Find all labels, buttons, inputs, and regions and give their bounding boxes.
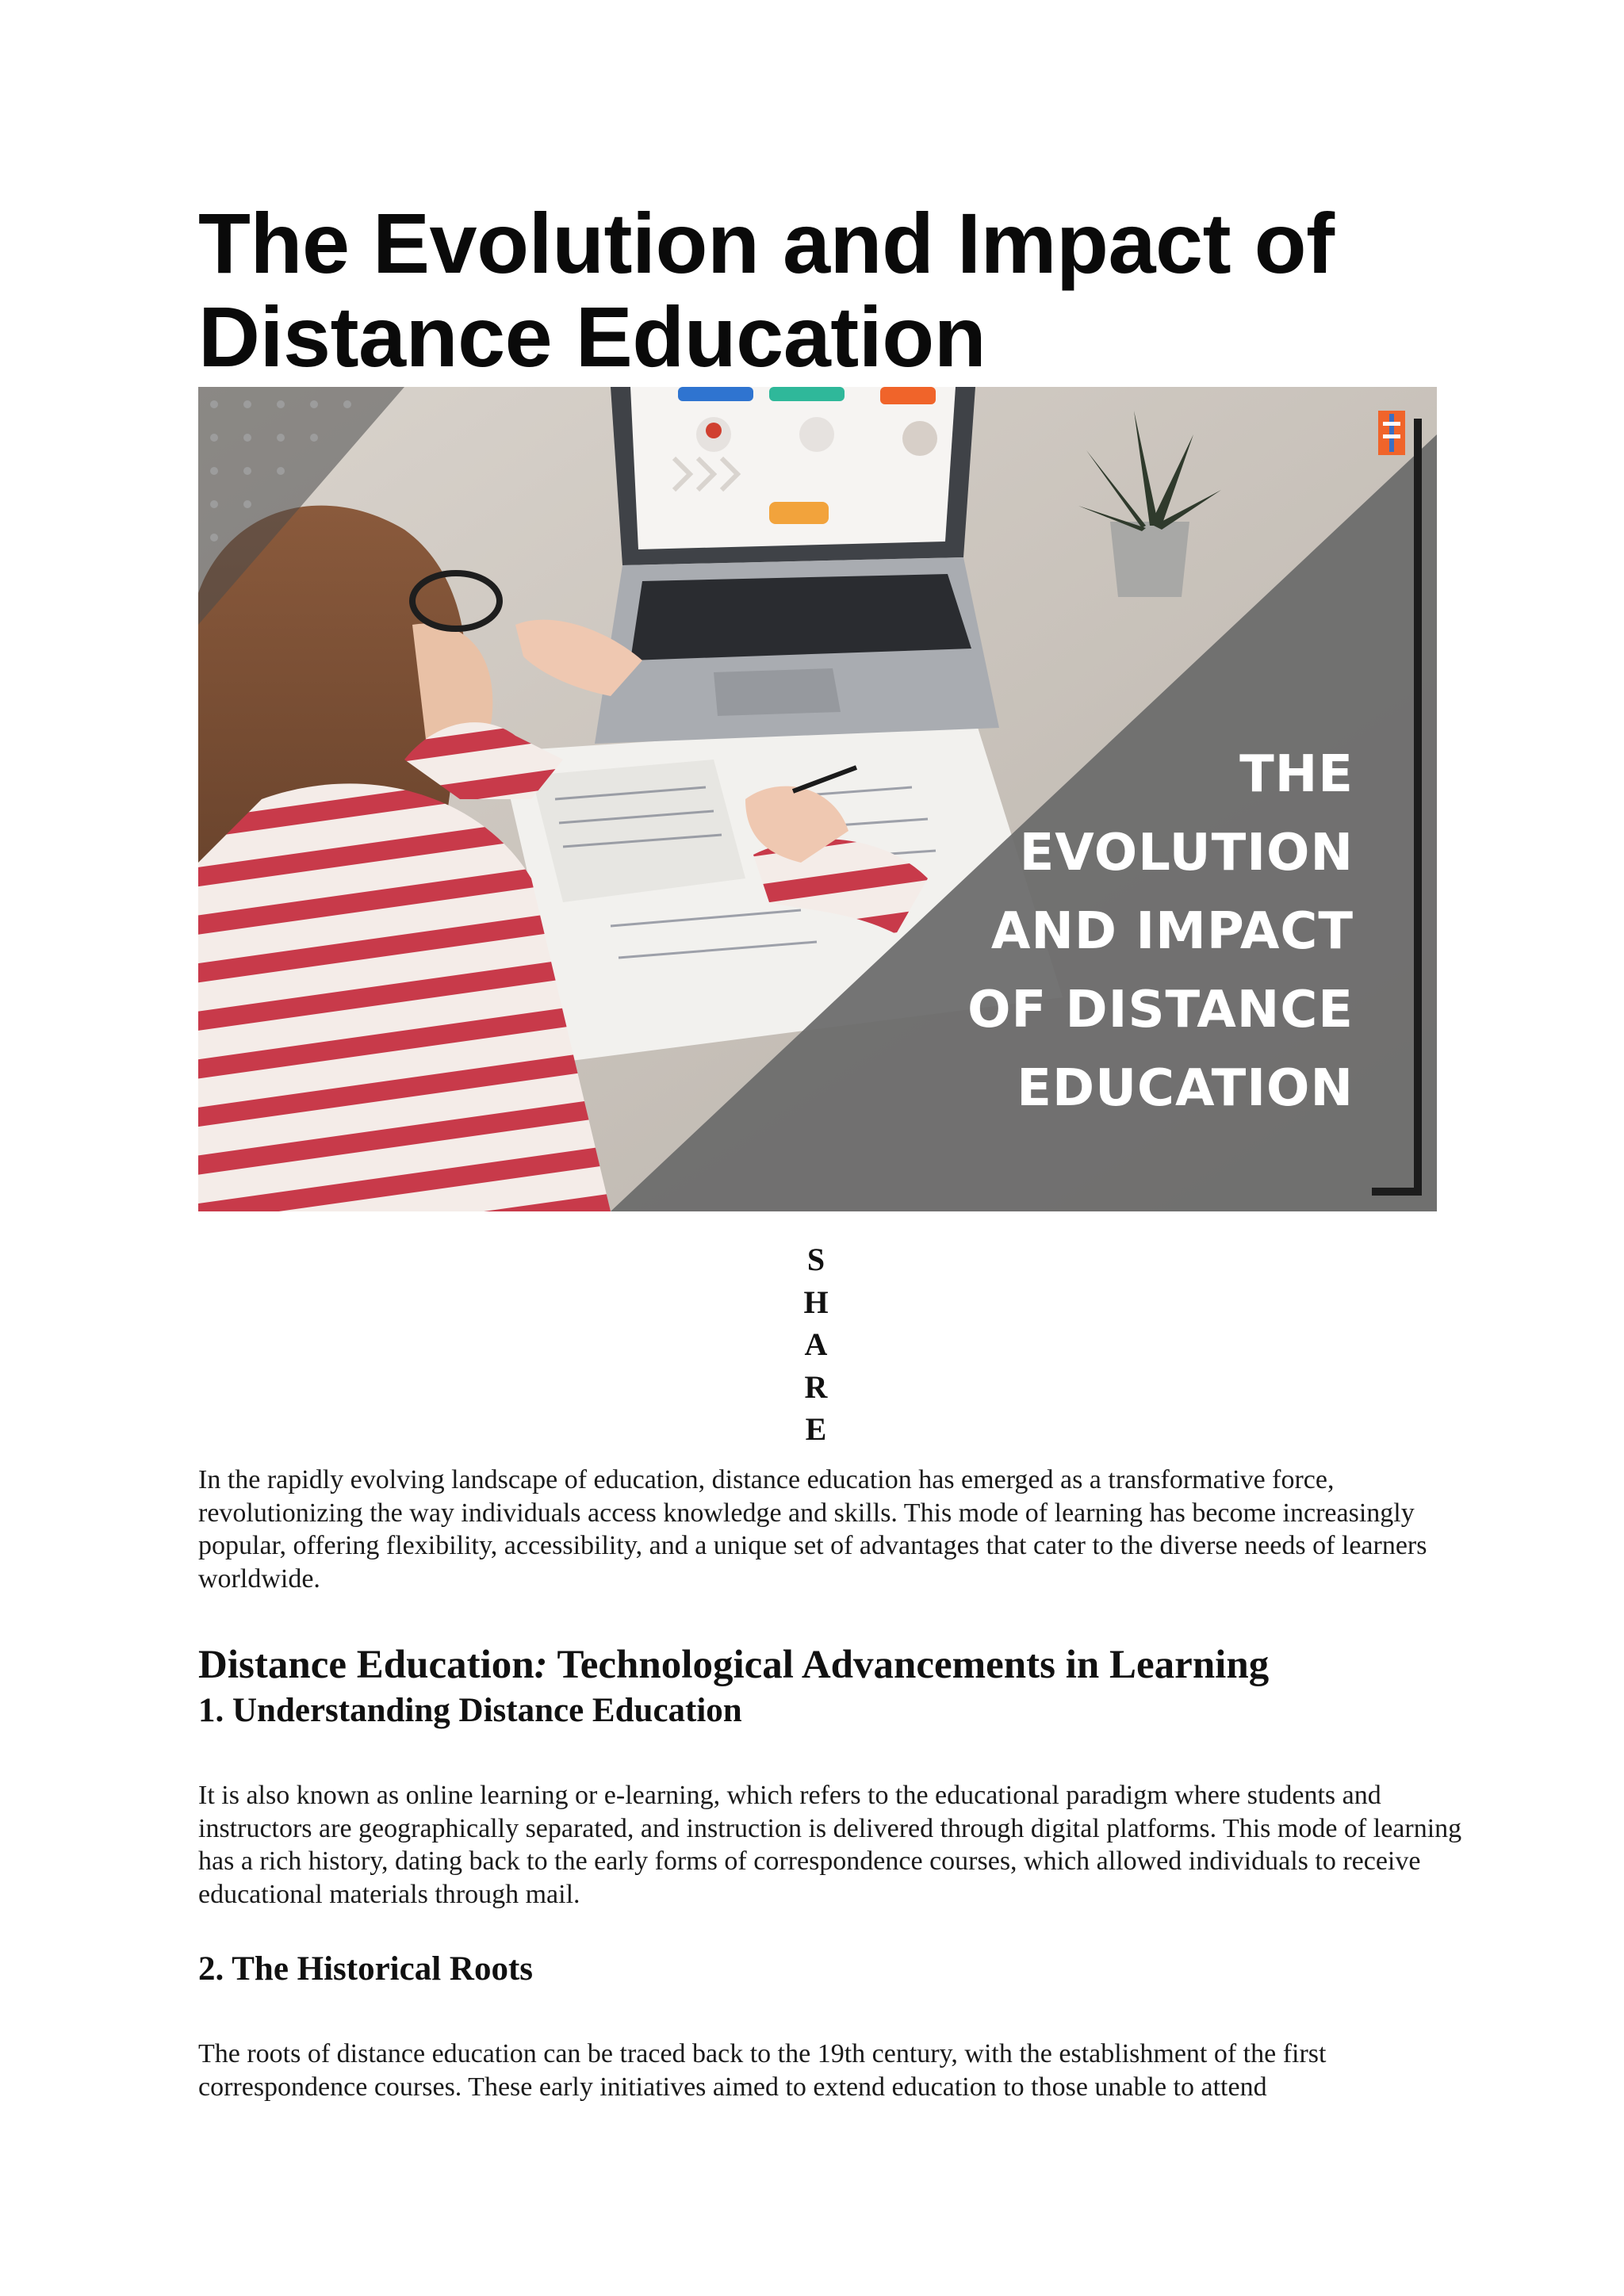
hero-overlay-title [967,736,1354,1128]
hero-overlay-line: THE [1239,745,1354,804]
share-letter: H [803,1284,829,1320]
section2-heading: 2. The Historical Roots [198,1950,534,1988]
hero-overlay-line: AND IMPACT [990,902,1354,961]
hero-overlay-line: EDUCATION [1017,1059,1354,1118]
brand-logo-icon [1378,411,1405,455]
intro-paragraph: In the rapidly evolving landscape of education, distance education has emerged as a transformative force, revolutionizing the way individuals access knowledge and skills. This mode of learning has become increasingly popular, offering flexibility, accessibility, and a unique set of advantages that cater to the diverse needs of learners worldwide. [198,1465,1427,1594]
share-letter: E [805,1411,827,1447]
section1-paragraph: It is also known as online learning or e-learning, which refers to the educational paradigm where students and instructors are geographically separated, and instruction is delivered through digital platforms. This mode of learning has a rich history, dating back to the early forms of correspondence courses, which allowed individuals to receive educational materials through mail. [198,1781,1462,1909]
hero-image [198,387,1437,1211]
share-letter: A [804,1326,828,1362]
heading-main-prefix: Distance Education [198,1643,534,1687]
hero-overlay-line: OF DISTANCE [967,981,1354,1039]
heading-main-colon: : [534,1643,548,1687]
hero-overlay-line: EVOLUTION [1019,824,1354,882]
article-title: The Evolution and Impact of Distance Education [198,195,1335,385]
share-letter: R [804,1368,828,1405]
section2-paragraph: The roots of distance education can be traced back to the 19th century, with the establishment of the first correspondence courses. These early initiatives aimed to extend education to those unable to attend [198,2039,1327,2102]
section1-heading: 1. Understanding Distance Education [198,1692,742,1729]
share-letter: S [806,1242,825,1277]
heading-main-suffix: Technological Advancements in Learning [547,1643,1270,1687]
section-heading-main [198,1641,1467,1689]
share-label[interactable] [788,1238,844,1451]
